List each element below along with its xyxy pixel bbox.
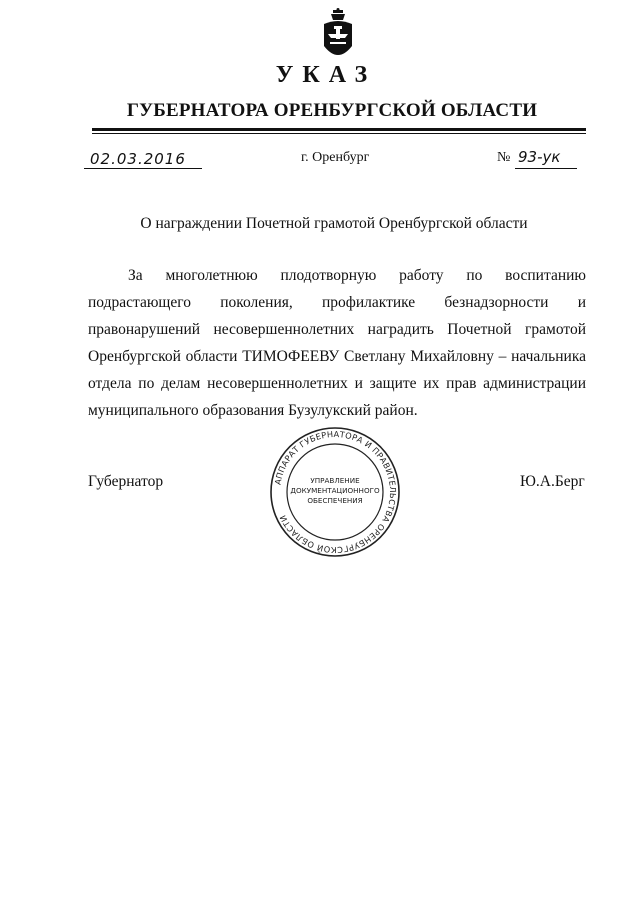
header-divider-thin <box>92 133 586 134</box>
coat-of-arms-icon <box>318 8 358 64</box>
date-underline <box>84 168 202 169</box>
seal-center-line-3: ОБЕСПЕЧЕНИЯ <box>307 496 363 505</box>
official-seal-stamp <box>265 425 405 560</box>
document-date: 02.03.2016 <box>90 150 186 168</box>
document-heading: О награждении Почетной грамотой Оренбургской области <box>140 215 528 232</box>
signatory-name: Ю.А.Берг <box>520 473 585 490</box>
document-body: За многолетнюю плодотворную работу по воспитанию подрастающего поколения, профилактике безнадзорности и правонарушений несовершеннолетних наградить Почетной грамотой Оренбургской области ТИМОФЕЕВУ Светлану Михайловну – начальника отдела по делам несовершеннолетних и защите их прав администрации муниципального образования Бузулукский район. <box>88 267 586 419</box>
signatory-role: Губернатор <box>88 473 164 490</box>
seal-center-line-1: УПРАВЛЕНИЕ <box>310 476 360 485</box>
document-type-title: УКАЗ <box>275 62 377 88</box>
document-number: 93-ук <box>518 148 561 166</box>
seal-center-line-2: ДОКУМЕНТАЦИОННОГО <box>290 486 380 495</box>
document-city: г. Оренбург <box>301 150 370 165</box>
number-sign: № <box>497 150 511 165</box>
header-divider-thick <box>92 128 586 131</box>
seal-ring-text: АППАРАТ ГУБЕРНАТОРА И ПРАВИТЕЛЬСТВА ОРЕНБУРГСКОЙ ОБЛАСТИ <box>272 428 399 556</box>
number-underline <box>515 168 577 169</box>
issuer-title: ГУБЕРНАТОРА ОРЕНБУРГСКОЙ ОБЛАСТИ <box>126 100 538 121</box>
